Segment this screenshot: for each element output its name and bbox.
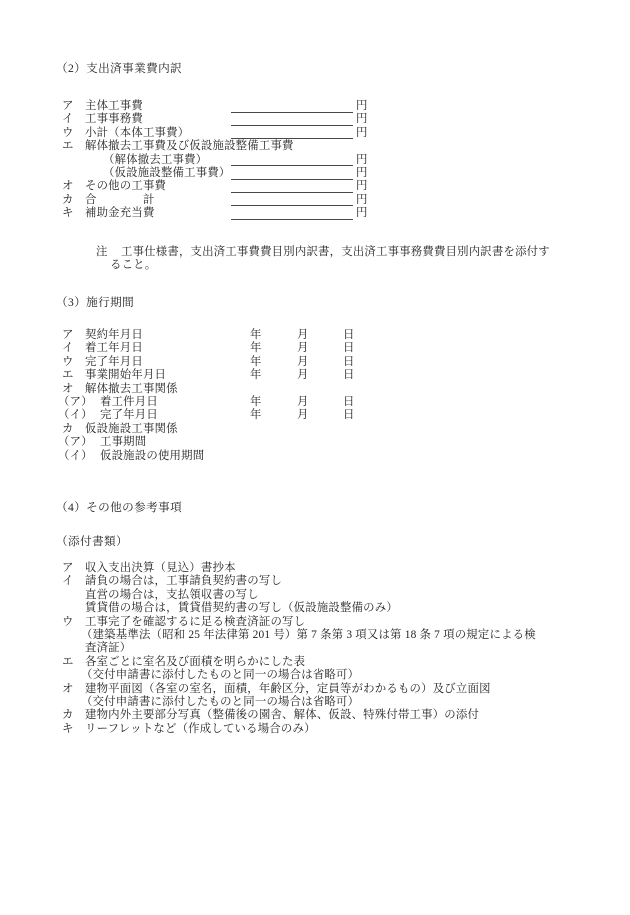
section-heading-other: （4）その他の参考事項 — [56, 501, 183, 514]
expense-note-line-1 — [96, 246, 550, 259]
expense-note-text: 工事仕様書，支出済工事費費目別内訳書，支出済工事事務費費目別内訳書を添付す — [121, 246, 550, 258]
date-unit-day[interactable]: 日 — [343, 396, 355, 408]
attachment-row-label: 建物内外主要部分写真（整備後の園舎、解体、仮設、特殊付帯工事）の添付 — [85, 709, 480, 722]
date-unit-day[interactable]: 日 — [343, 369, 355, 382]
period-row-marker: （ア） — [58, 396, 93, 408]
attachment-row-label: リーフレットなど（作成している場合のみ） — [85, 722, 316, 735]
attachment-row — [62, 616, 305, 629]
date-unit-month[interactable]: 月 — [297, 342, 309, 355]
attachment-row — [62, 562, 236, 575]
period-row-label: 完了年月日 — [85, 355, 143, 368]
currency-unit-label: 円 — [356, 113, 368, 126]
expense-row-marker: ア — [62, 100, 74, 112]
expense-row-label: その他の工事費 — [85, 180, 167, 193]
expense-note-line-2: ること。 — [110, 259, 157, 271]
attachment-row-continuation: 直営の場合は，支払領収書の写し — [85, 588, 259, 601]
expense-row-label: 合 計 — [85, 193, 155, 206]
expense-note-marker: 注 — [96, 246, 108, 258]
date-unit-month[interactable]: 月 — [297, 369, 309, 382]
period-row-label: 完了年月日 — [100, 409, 158, 422]
period-row-label: 着工件月日 — [100, 396, 158, 408]
expense-row-marker: エ — [62, 140, 74, 153]
date-unit-day[interactable]: 日 — [343, 329, 355, 341]
currency-unit-label: 円 — [356, 193, 368, 206]
period-row — [62, 329, 143, 342]
date-unit-month[interactable]: 月 — [297, 396, 309, 408]
section-heading-expenses: （2）支出済事業費内訳 — [56, 62, 183, 75]
attachment-row-continuation: 賃貸借の場合は，賃貸借契約書の写し（仮設施設整備のみ） — [85, 602, 398, 615]
period-row — [62, 342, 143, 355]
attachment-row-marker: キ — [62, 722, 74, 735]
attachment-row — [62, 709, 479, 722]
expense-row-marker: ウ — [62, 126, 74, 139]
amount-entry-field[interactable] — [231, 125, 353, 126]
attachment-row — [62, 683, 491, 696]
period-row — [62, 423, 178, 436]
period-row-marker: ウ — [62, 355, 74, 368]
expense-row-marker: カ — [62, 193, 74, 206]
period-row — [58, 450, 204, 463]
currency-unit-label: 円 — [356, 180, 368, 193]
period-row — [58, 436, 146, 449]
expense-row — [62, 207, 155, 220]
currency-unit-label: 円 — [356, 167, 368, 179]
currency-unit-label: 円 — [356, 100, 368, 112]
date-unit-month[interactable]: 月 — [297, 355, 309, 368]
expense-row-marker: イ — [62, 113, 74, 126]
attachment-row-label: 各室ごとに室名及び面積を明らかにした表 — [85, 655, 306, 668]
attachment-row — [62, 575, 282, 588]
expense-row-label: （解体撤去工事費） — [103, 153, 208, 166]
section-heading-attachments: （添付書類） — [56, 535, 128, 548]
amount-entry-field[interactable] — [231, 205, 353, 206]
date-unit-day[interactable]: 日 — [343, 342, 355, 355]
attachment-row-marker: カ — [62, 709, 74, 722]
period-row-label: 着工年月日 — [85, 342, 143, 355]
attachment-row-marker: エ — [62, 655, 74, 668]
expense-row-marker: キ — [62, 207, 74, 220]
attachment-row-marker: ウ — [62, 615, 74, 628]
attachment-row-continuation: （交付申請書に添付したものと同一の場合は省略可） — [81, 696, 360, 708]
attachment-row-marker: オ — [62, 682, 74, 695]
expense-row — [62, 113, 143, 126]
period-row-label: 工事期間 — [100, 436, 147, 449]
attachment-row-label: 請負の場合は，工事請負契約書の写し — [85, 575, 283, 588]
period-row-label: 解体撤去工事関係 — [85, 382, 178, 395]
date-unit-month[interactable]: 月 — [297, 329, 309, 341]
currency-unit-label: 円 — [356, 207, 368, 220]
period-row-label: 仮設施設の使用期間 — [100, 449, 205, 462]
expense-row-label: （仮設施設整備工事費） — [103, 167, 231, 179]
attachment-row-marker: ア — [62, 562, 74, 574]
amount-entry-field[interactable] — [231, 179, 353, 180]
expense-row-label: 補助金充当費 — [85, 207, 155, 220]
period-row-marker: エ — [62, 369, 74, 382]
amount-entry-field[interactable] — [231, 165, 353, 166]
expense-row — [62, 127, 189, 140]
amount-entry-field[interactable] — [231, 192, 353, 193]
period-row — [62, 383, 178, 396]
attachment-row-continuation: 査済証） — [85, 642, 132, 655]
period-row — [58, 409, 158, 422]
period-row — [62, 369, 166, 382]
expense-row — [62, 194, 155, 207]
date-unit-day[interactable]: 日 — [343, 355, 355, 368]
expense-row-label: 工事事務費 — [85, 113, 143, 126]
attachment-row-label: 建物平面図（各室の室名，面積，年齢区分，定員等がわかるもの）及び立面図 — [85, 682, 491, 695]
date-unit-year[interactable]: 年 — [250, 342, 262, 355]
date-unit-year[interactable]: 年 — [250, 409, 262, 422]
expense-row — [80, 167, 231, 180]
currency-unit-label: 円 — [356, 126, 368, 139]
amount-entry-field[interactable] — [231, 219, 353, 220]
expense-row-label: 解体撤去工事費及び仮設施設整備工事費 — [85, 140, 294, 153]
date-unit-year[interactable]: 年 — [250, 396, 262, 408]
attachment-row-label: 収入支出決算（見込）書抄本 — [85, 562, 236, 574]
period-row-label: 契約年月日 — [85, 329, 143, 341]
period-row-marker: ア — [62, 329, 74, 341]
date-unit-year[interactable]: 年 — [250, 355, 262, 368]
period-row-marker: イ — [62, 342, 74, 355]
attachment-row — [62, 656, 305, 669]
date-unit-year[interactable]: 年 — [250, 369, 262, 382]
attachment-row — [62, 723, 316, 736]
expense-row — [62, 180, 166, 193]
period-row-marker: （イ） — [58, 449, 93, 462]
period-row-marker: カ — [62, 422, 74, 435]
expense-row-marker: オ — [62, 180, 74, 193]
period-row-marker: オ — [62, 382, 74, 395]
currency-unit-label: 円 — [356, 153, 368, 166]
amount-entry-field[interactable] — [231, 112, 353, 113]
period-row-label: 事業開始年月日 — [85, 369, 167, 382]
attachment-row-continuation: （建築基準法（昭和 25 年法律第 201 号）第 7 条第 3 項又は第 18 条 7 項の規定による検 — [81, 629, 536, 641]
date-unit-month[interactable]: 月 — [297, 409, 309, 422]
expense-row — [62, 140, 294, 153]
attachment-row-continuation: （交付申請書に添付したものと同一の場合は省略可） — [81, 669, 360, 682]
section-heading-period: （3）施行期間 — [56, 296, 135, 309]
expense-row-label: 小計（本体工事費） — [85, 126, 190, 139]
date-unit-day[interactable]: 日 — [343, 409, 355, 422]
period-row — [58, 396, 158, 409]
period-row-label: 仮設施設工事関係 — [85, 422, 178, 435]
expense-row — [80, 154, 207, 167]
attachment-row-marker: イ — [62, 575, 74, 588]
date-unit-year[interactable]: 年 — [250, 329, 262, 341]
expense-row — [62, 100, 143, 113]
period-row — [62, 356, 143, 369]
period-row-marker: （ア） — [58, 436, 93, 449]
attachment-row-label: 工事完了を確認するに足る検査済証の写し — [85, 615, 306, 628]
expense-row-label: 主体工事費 — [85, 100, 143, 112]
period-row-marker: （イ） — [58, 409, 93, 422]
